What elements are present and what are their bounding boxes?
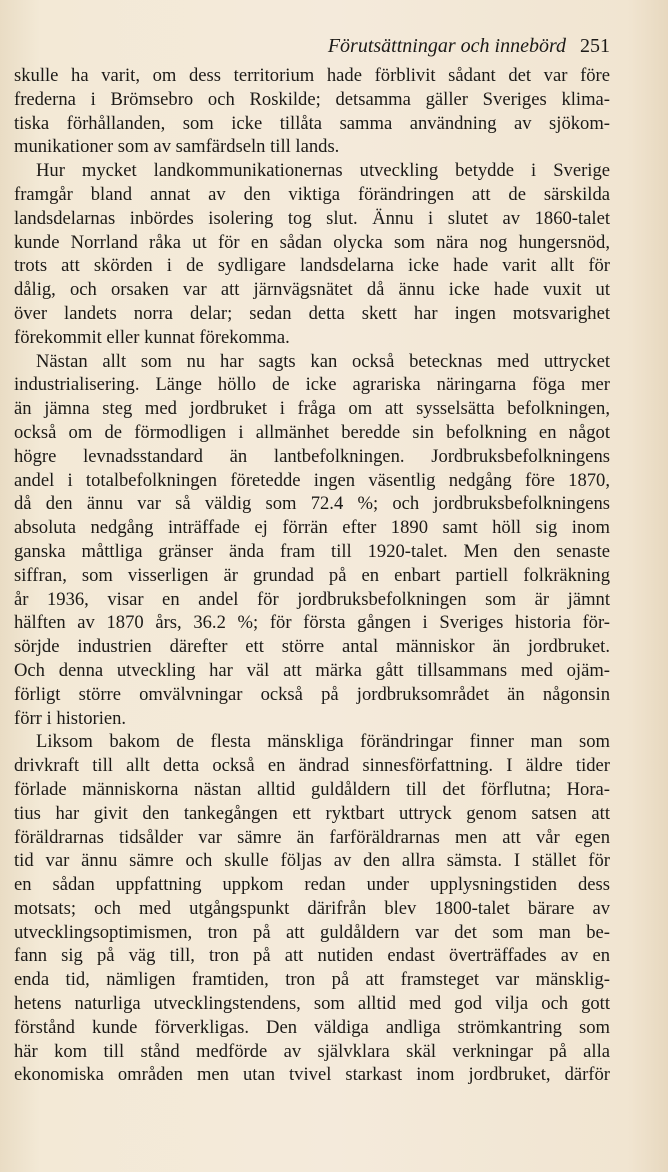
text-line: föräldrarnas tidsålder var sämre än farföräldrarnas men att vår egen: [14, 826, 610, 848]
text-line: framgår bland annat av den viktiga förändringen att de särskilda: [14, 183, 610, 205]
text-line: hetens naturliga utvecklingstendens, som alltid med god vilja och gott: [14, 993, 610, 1015]
text-line: enda tid, nämligen framtiden, tron på att framsteget var mänsklig-: [14, 969, 610, 991]
text-line: ganska måttliga gränser ända fram till 1920-talet. Men den senaste: [14, 540, 610, 562]
running-title: Förutsättningar och innebörd: [327, 35, 566, 57]
text-line: siffran, som visserligen är grundad på en enbart partiell folkräkning: [14, 564, 610, 586]
text-line: dålig, och orsaken var att järnvägsnätet då ännu icke hade vuxit ut: [14, 279, 610, 301]
text-line: munikationer som av samfärdseln till lands.: [14, 136, 340, 158]
text-line: förstånd kunde förverkligas. Den väldiga andliga strömkantring som: [14, 1016, 610, 1038]
text-line: förr i historien.: [14, 707, 127, 729]
body-text: [14, 64, 610, 1087]
text-line: industrialisering. Länge höllo de icke agrariska näringarna föga mer: [14, 374, 610, 396]
text-line: högre levnadsstandard än lantbefolkningen. Jordbruksbefolkningens: [14, 445, 610, 467]
text-line: andel i totalbefolkningen företedde ingen väsentlig nedgång före 1870,: [14, 469, 610, 491]
page-number: 251: [580, 35, 610, 57]
text-line: än jämna steg med jordbruket i fråga om att sysselsätta befolkningen,: [14, 398, 610, 420]
text-line: trots att skörden i de sydligare landsdelarna icke hade varit allt för: [14, 255, 610, 277]
text-line: kunde Norrland råka ut för en sådan olycka som nära nog hungersnöd,: [14, 231, 610, 253]
text-line: skulle ha varit, om dess territorium hade förblivit sådant det var före: [14, 65, 610, 86]
text-line: Och denna utveckling har väl att märka gått tillsammans med ojäm-: [14, 659, 610, 681]
text-line: Hur mycket landkommunikationernas utveckling betydde i Sverige: [36, 160, 610, 182]
text-line: Liksom bakom de flesta mänskliga förändringar finner man som: [36, 731, 610, 753]
running-head: [328, 34, 610, 58]
text-line: fann sig på väg till, tron på att nutiden endast överträffades av en: [14, 945, 610, 967]
text-line: över landets norra delar; sedan detta skett har ingen motsvarighet: [14, 302, 610, 324]
text-line: utvecklingsoptimismen, tron på att guldåldern var det som man be-: [14, 921, 610, 943]
text-line: förligt större omvälvningar också på jordbruksområdet än någonsin: [14, 683, 610, 705]
text-line: tiska förhållanden, som icke tillåta samma användning av sjökom-: [14, 112, 610, 134]
text-line: år 1936, visar en andel för jordbruksbefolkningen som är jämnt: [14, 588, 610, 610]
text-line: då den ännu var så väldig som 72.4 %; och jordbruksbefolkningens: [14, 493, 610, 515]
text-line: förekommit eller kunnat förekomma.: [14, 326, 290, 348]
text-line: frederna i Brömsebro och Roskilde; detsamma gäller Sveriges klima-: [14, 88, 610, 110]
text-line: här kom till stånd medförde av självklara skäl verkningar på alla: [14, 1040, 610, 1062]
text-line: landsdelarnas inbördes isolering tog slut. Ännu i slutet av 1860-talet: [14, 207, 610, 229]
text-line: tid var ännu sämre och skulle följas av den allra sämsta. I stället för: [14, 850, 610, 872]
text-line: Nästan allt som nu har sagts kan också betecknas med uttrycket: [36, 350, 610, 372]
text-line: drivkraft till allt detta också en ändrad sinnesförfattning. I äldre tider: [14, 755, 610, 777]
text-line: en sådan uppfattning uppkom redan under upplysningstiden dess: [14, 874, 610, 896]
text-line: också om de förmodligen i allmänhet beredde sin befolkning en något: [14, 421, 610, 443]
text-line: sörjde industrien därefter ett större antal människor än jordbruket.: [14, 636, 610, 658]
text-line: motsats; och med utgångspunkt därifrån blev 1800-talet bärare av: [14, 897, 610, 919]
text-line: tius har givit den tankegången ett ryktbart uttryck genom satsen att: [14, 802, 610, 824]
text-line: hälften av 1870 års, 36.2 %; för första gången i Sveriges historia för-: [14, 612, 610, 634]
text-line: absoluta nedgång inträffade ej förrän efter 1890 samt höll sig inom: [14, 517, 610, 539]
text-line: ekonomiska områden men utan tvivel starkast inom jordbruket, därför: [14, 1064, 610, 1086]
text-line: förlade människorna nästan alltid guldåldern till det förflutna; Hora-: [14, 778, 610, 800]
